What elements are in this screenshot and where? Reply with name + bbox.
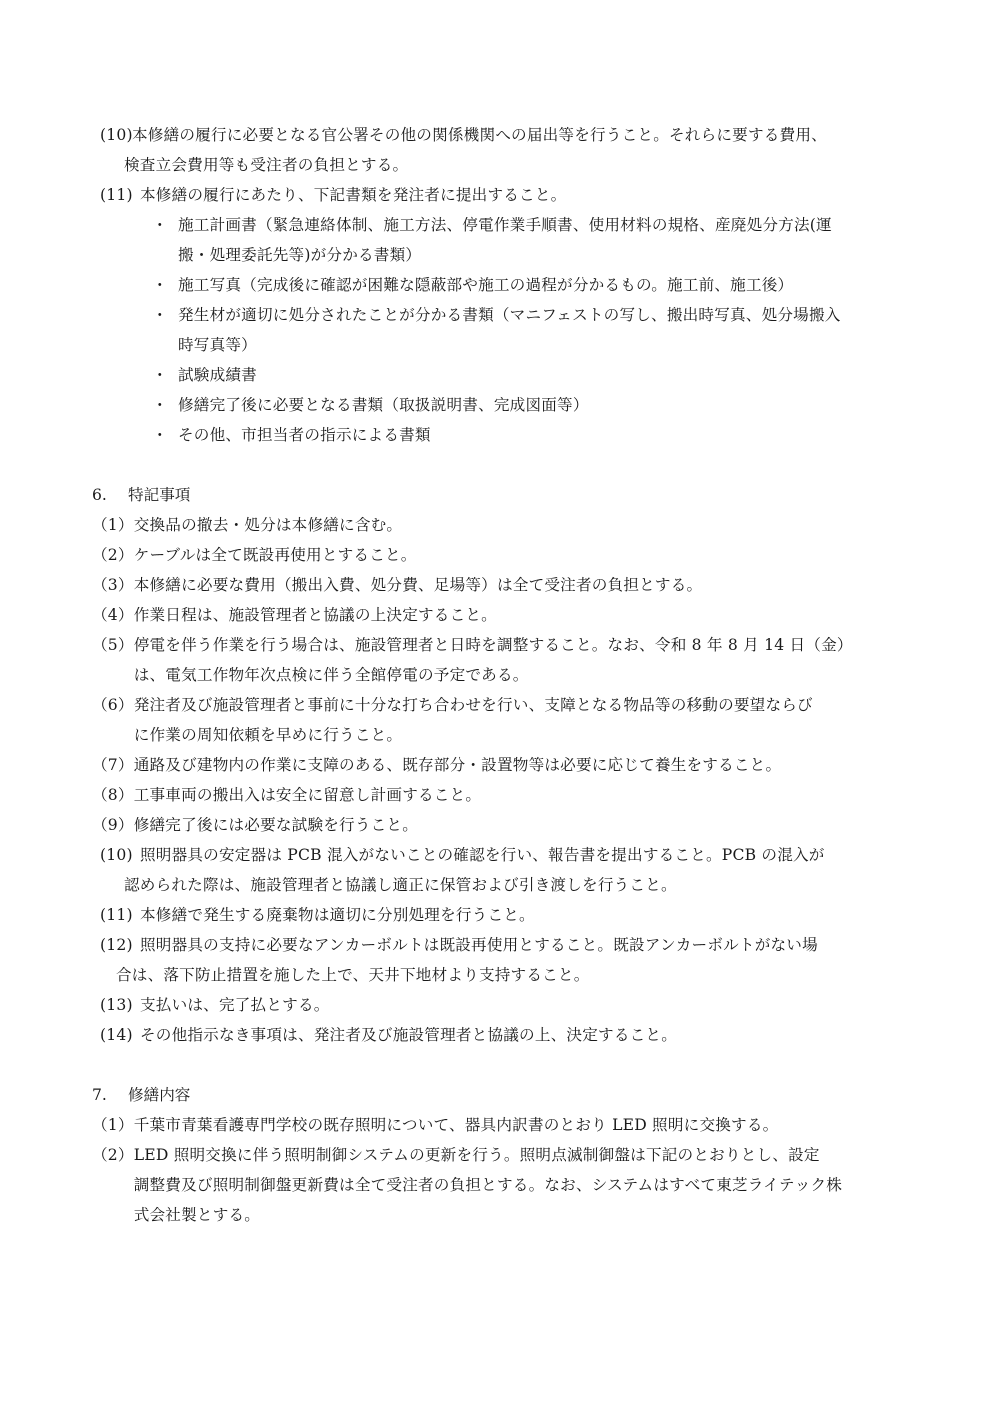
list-item <box>92 360 914 390</box>
section-number: 7. <box>92 1086 107 1104</box>
section6-item-10 <box>92 840 914 900</box>
item-text-line: 通路及び建物内の作業に支障のある、既存部分・設置物等は必要に応じて養生をすること。 <box>133 756 782 774</box>
item-number: （4） <box>92 606 134 624</box>
bullet-text-line: 施工写真（完成後に確認が困難な隠蔽部や施工の過程が分かるもの。施工前、施工後） <box>178 276 794 294</box>
item-number: （5） <box>92 636 134 654</box>
item-text-line: LED 照明交換に伴う照明制御システムの更新を行う。照明点滅制御盤は下記のとおりとし、設定 <box>133 1146 820 1164</box>
list-item <box>92 390 914 420</box>
bullet-text-line: 試験成績書 <box>178 366 257 384</box>
item-text-line: 作業日程は、施設管理者と協議の上決定すること。 <box>133 606 497 624</box>
item-number: （2） <box>92 1146 134 1164</box>
section7-items <box>92 1110 914 1230</box>
bullet-mark: ・ <box>152 426 168 444</box>
bullet-mark: ・ <box>152 216 168 234</box>
bullet-mark: ・ <box>152 306 168 324</box>
item-number: (12) <box>100 936 133 954</box>
section6-item-4 <box>92 600 914 630</box>
item-number: (13) <box>100 996 133 1014</box>
section6-item-3 <box>92 570 914 600</box>
section6-item-7 <box>92 750 914 780</box>
section5-items <box>92 120 914 210</box>
item-number: （9） <box>92 816 134 834</box>
section6-item-1 <box>92 510 914 540</box>
section6-item-9 <box>92 810 914 840</box>
item-number: (11) <box>100 906 133 924</box>
item-number: （3） <box>92 576 134 594</box>
section6-item-6 <box>92 690 914 750</box>
section5-item-11 <box>92 180 914 210</box>
item-text-line: 工事車両の搬出入は安全に留意し計画すること。 <box>133 786 482 804</box>
item-number: (14) <box>100 1026 133 1044</box>
item-text-line: 調整費及び照明制御盤更新費は全て受注者の負担とする。なお、システムはすべて東芝ライテック株 <box>133 1176 843 1194</box>
item-number: (11) <box>100 186 133 204</box>
bullet-mark: ・ <box>152 276 168 294</box>
item-number: (10) <box>100 126 133 144</box>
item-number: （6） <box>92 696 134 714</box>
item-number: （7） <box>92 756 134 774</box>
section6-item-5 <box>92 630 914 690</box>
document-body <box>92 120 914 1230</box>
list-item <box>92 210 914 270</box>
item-number: (10) <box>100 846 133 864</box>
item-text-line: 本修繕の履行にあたり、下記書類を発注者に提出すること。 <box>140 186 567 204</box>
item-text-line: 支払いは、完了払とする。 <box>140 996 330 1014</box>
section7-item-2 <box>92 1140 914 1230</box>
list-item <box>92 300 914 360</box>
item-text-line: 本修繕の履行に必要となる官公署その他の関係機関への届出等を行うこと。それらに要する費用、 <box>132 126 827 144</box>
item-text-line: 本修繕に必要な費用（搬出入費、処分費、足場等）は全て受注者の負担とする。 <box>133 576 703 594</box>
bullet-text-line: 施工計画書（緊急連絡体制、施工方法、停電作業手順書、使用材料の規格、産廃処分方法(運 <box>178 216 832 234</box>
section6-heading <box>92 480 914 510</box>
item-text-line: 発注者及び施設管理者と事前に十分な打ち合わせを行い、支障となる物品等の移動の要望ならび <box>133 696 813 714</box>
item-text-line: 停電を伴う作業を行う場合は、施設管理者と日時を調整すること。なお、令和 8 年 8 月 14 日（金） <box>133 636 853 654</box>
section-title: 特記事項 <box>128 486 191 504</box>
bullet-text-line: 修繕完了後に必要となる書類（取扱説明書、完成図面等） <box>178 396 589 414</box>
item-text-line: 本修繕で発生する廃棄物は適切に分別処理を行うこと。 <box>140 906 535 924</box>
bullet-text-line: 発生材が適切に処分されたことが分かる書類（マニフェストの写し、搬出時写真、処分場搬入 <box>178 306 841 324</box>
section6-item-13 <box>92 990 914 1020</box>
section-title: 修繕内容 <box>128 1086 191 1104</box>
list-item <box>92 420 914 450</box>
section6-item-2 <box>92 540 914 570</box>
item-text-line: は、電気工作物年次点検に伴う全館停電の予定である。 <box>133 666 529 684</box>
item-text-line: 合は、落下防止措置を施した上で、天井下地材より支持すること。 <box>116 966 590 984</box>
item-text-line: ケーブルは全て既設再使用とすること。 <box>133 546 417 564</box>
bullet-text-line: 搬・処理委託先等)が分かる書類） <box>178 246 422 264</box>
item-number: （2） <box>92 546 134 564</box>
section6-item-8 <box>92 780 914 810</box>
item-text-line: 修繕完了後には必要な試験を行うこと。 <box>133 816 419 834</box>
item-text-line: 認められた際は、施設管理者と協議し適正に保管および引き渡しを行うこと。 <box>124 876 677 894</box>
list-item <box>92 270 914 300</box>
section-number: 6. <box>92 486 107 504</box>
item-number: （8） <box>92 786 134 804</box>
item-text-line: 式会社製とする。 <box>133 1206 261 1224</box>
section6-item-14 <box>92 1020 914 1050</box>
section7-heading <box>92 1080 914 1110</box>
section5-item-10 <box>92 120 914 180</box>
document-list <box>92 210 914 450</box>
bullet-text-line: その他、市担当者の指示による書類 <box>178 426 431 444</box>
item-text-line: 照明器具の安定器は PCB 混入がないことの確認を行い、報告書を提出すること。PCB の混入が <box>140 846 825 864</box>
item-text-line: 千葉市青葉看護専門学校の既存照明について、器具内訳書のとおり LED 照明に交換する。 <box>133 1116 779 1134</box>
bullet-text-line: 時写真等） <box>178 336 257 354</box>
item-text-line: 交換品の撤去・処分は本修繕に含む。 <box>133 516 403 534</box>
item-text-line: 検査立会費用等も受注者の負担とする。 <box>124 156 409 174</box>
section6-item-11 <box>92 900 914 930</box>
bullet-mark: ・ <box>152 396 168 414</box>
section6-items <box>92 510 914 1050</box>
section7-item-1 <box>92 1110 914 1140</box>
item-number: （1） <box>92 1116 134 1134</box>
item-text-line: 照明器具の支持に必要なアンカーボルトは既設再使用とすること。既設アンカーボルトがない場 <box>140 936 818 954</box>
item-text-line: その他指示なき事項は、発注者及び施設管理者と協議の上、決定すること。 <box>140 1026 677 1044</box>
section6-item-12 <box>92 930 914 990</box>
item-number: （1） <box>92 516 134 534</box>
bullet-mark: ・ <box>152 366 168 384</box>
item-text-line: に作業の周知依頼を早めに行うこと。 <box>133 726 403 744</box>
